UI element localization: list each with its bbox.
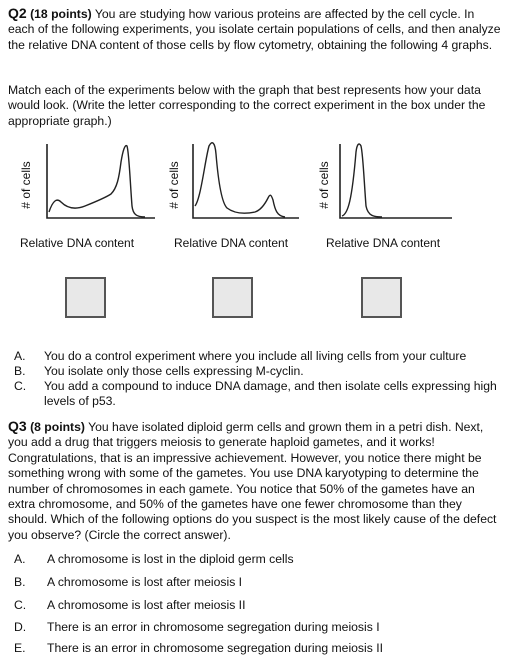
q3-number: Q3 [8, 418, 27, 434]
q3-option-text: There is an error in chromosome segregation during meiosis II [47, 641, 383, 655]
q2-option-b [14, 364, 504, 380]
graph-3-ylabel: # of cells [317, 161, 331, 209]
q2-number: Q2 [8, 5, 27, 21]
q3-option-text: A chromosome is lost in the diploid germ cells [47, 552, 294, 566]
q2-option-letter: B. [14, 364, 26, 378]
q3-option-letter: E. [14, 641, 26, 655]
graph-2-xlabel: Relative DNA content [174, 236, 289, 250]
q2-option-text: You add a compound to induce DNA damage, and then isolate cells expressing high levels of p53. [44, 379, 497, 408]
graph-1-plot [33, 140, 165, 226]
q2-option-letter: C. [14, 379, 27, 393]
graph-2 [181, 140, 313, 226]
graph-1-xlabel: Relative DNA content [20, 236, 135, 250]
q3-option-letter: A. [14, 552, 26, 566]
graph-1 [33, 140, 165, 226]
q2-points: (18 points) [30, 7, 92, 21]
q3-option-letter: B. [14, 575, 26, 589]
q2-option-a [14, 349, 504, 365]
q3-option-text: There is an error in chromosome segregation during meiosis I [47, 620, 380, 634]
q2-option-letter: A. [14, 349, 26, 363]
q3-option-letter: D. [14, 620, 27, 634]
q2-intro-paragraph [8, 6, 504, 53]
q3-option-letter: C. [14, 598, 27, 612]
graph-2-ylabel: # of cells [167, 161, 181, 209]
q2-instructions: Match each of the experiments below with the graph that best represents how your data would look. (Write the letter corresponding to the correct experiment in the box under the appropriate graph.) [8, 83, 486, 128]
q2-option-text: You isolate only those cells expressing M-cyclin. [44, 364, 304, 378]
q3-points: (8 points) [30, 420, 85, 434]
answer-box-graph-3[interactable] [361, 277, 402, 318]
answer-box-graph-2[interactable] [212, 277, 253, 318]
graph-2-plot [181, 140, 313, 226]
q3-option-text: A chromosome is lost after meiosis I [47, 575, 243, 589]
q3-text: You have isolated diploid germ cells and grown them in a petri dish. Next, you add a drug that triggers meiosis to generate haploid gametes, and it works! Congratulations, that is an impressive achievement. However, you notice there might be something wrong with some of the gametes. You use DNA karyotyping to determine the number of chromosomes in each gamete. You notice that 50% of the gametes have an extra chromosome, and 50% of the gametes have one fewer chromosome than they should. Which of the following options do you suspect is the most likely cause of the defect you observe? (Circle the correct answer). [8, 420, 497, 542]
q2-option-text: You do a control experiment where you include all living cells from your culture [44, 349, 467, 363]
graph-3-plot [332, 140, 464, 226]
graph-3 [332, 140, 464, 226]
answer-box-graph-1[interactable] [65, 277, 106, 318]
q2-intro-text: You are studying how various proteins are affected by the cell cycle. In each of the following experiments, you isolate certain populations of cells, and then analyze the relative DNA content of those cells by flow cytometry, obtaining the following 4 graphs. [8, 7, 501, 52]
q3-paragraph [8, 419, 504, 543]
q3-option-text: A chromosome is lost after meiosis II [47, 598, 246, 612]
graph-3-xlabel: Relative DNA content [326, 236, 441, 250]
q2-option-c [14, 379, 504, 411]
graph-1-ylabel: # of cells [19, 161, 33, 209]
